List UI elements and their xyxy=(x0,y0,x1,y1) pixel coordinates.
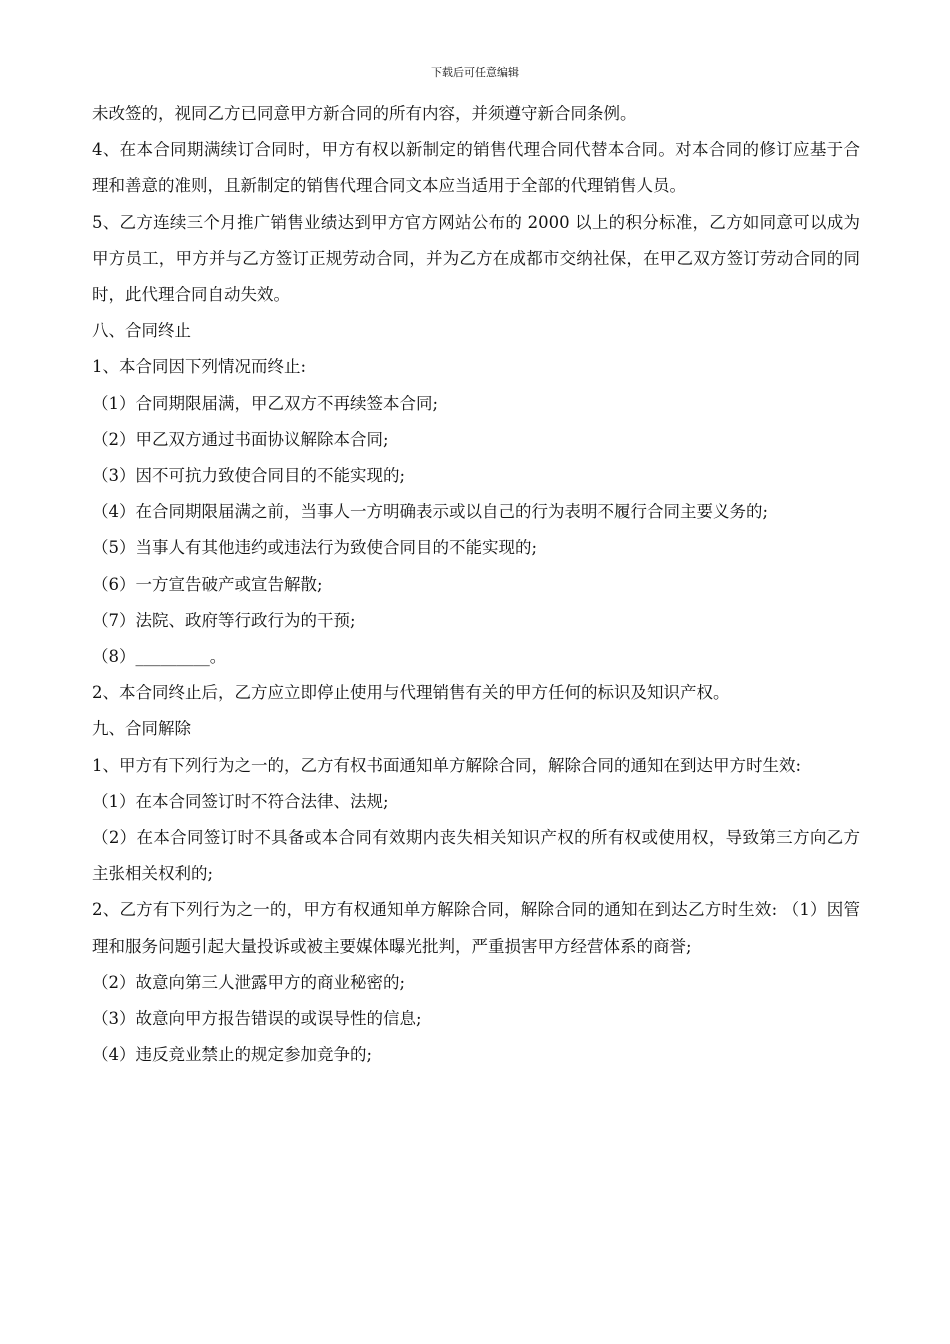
list-item: （1）合同期限届满，甲乙双方不再续签本合同; xyxy=(92,393,439,413)
paragraph: 5、乙方连续三个月推广销售业绩达到甲方官方网站公布的 2000 以上的积分标准，乙方如同意可以成为甲方员工，甲方并与乙方签订正规劳动合同，并为乙方在成都市交纳社保，在甲乙双方签订劳动合同的同时，此代理合同自动失效。 xyxy=(92,212,860,305)
paragraph: 1、甲方有下列行为之一的，乙方有权书面通知单方解除合同，解除合同的通知在到达甲方时生效: xyxy=(92,755,802,775)
list-item: （5）当事人有其他违约或违法行为致使合同目的不能实现的; xyxy=(92,538,538,558)
list-item: （3）因不可抗力致使合同目的不能实现的; xyxy=(92,466,406,486)
list-item: （8）_________。 xyxy=(92,647,227,667)
paragraph: 1、本合同因下列情况而终止: xyxy=(92,357,307,377)
paragraph: 4、在本合同期满续订合同时，甲方有权以新制定的销售代理合同代替本合同。对本合同的修订应基于合理和善意的准则，且新制定的销售代理合同文本应当适用于全部的代理销售人员。 xyxy=(92,140,860,196)
list-item: （7）法院、政府等行政行为的干预; xyxy=(92,610,356,630)
list-item: （6）一方宣告破产或宣告解散; xyxy=(92,574,323,594)
section-heading: 九、合同解除 xyxy=(92,719,191,739)
list-item: （2）在本合同签订时不具备或本合同有效期内丧失相关知识产权的所有权或使用权，导致第三方向乙方主张相关权利的; xyxy=(92,828,860,884)
list-item: （2）甲乙双方通过书面协议解除本合同; xyxy=(92,429,389,449)
list-item: （4）在合同期限届满之前，当事人一方明确表示或以自己的行为表明不履行合同主要义务的; xyxy=(92,502,769,522)
page-header: 下载后可任意编辑 xyxy=(431,66,519,79)
section-heading: 八、合同终止 xyxy=(92,321,191,341)
list-item: （1）在本合同签订时不符合法律、法规; xyxy=(92,791,389,811)
list-item: （4）违反竞业禁止的规定参加竞争的; xyxy=(92,1045,373,1065)
paragraph: 2、乙方有下列行为之一的，甲方有权通知单方解除合同，解除合同的通知在到达乙方时生效: （1）因管理和服务问题引起大量投诉或被主要媒体曝光批判，严重损害甲方经营体系的商誉; xyxy=(92,900,860,956)
list-item: （2）故意向第三人泄露甲方的商业秘密的; xyxy=(92,972,406,992)
list-item: （3）故意向甲方报告错误的或误导性的信息; xyxy=(92,1009,422,1029)
paragraph: 未改签的，视同乙方已同意甲方新合同的所有内容，并须遵守新合同条例。 xyxy=(92,104,637,123)
document-body xyxy=(92,96,860,1073)
paragraph: 2、本合同终止后，乙方应立即停止使用与代理销售有关的甲方任何的标识及知识产权。 xyxy=(92,683,730,703)
